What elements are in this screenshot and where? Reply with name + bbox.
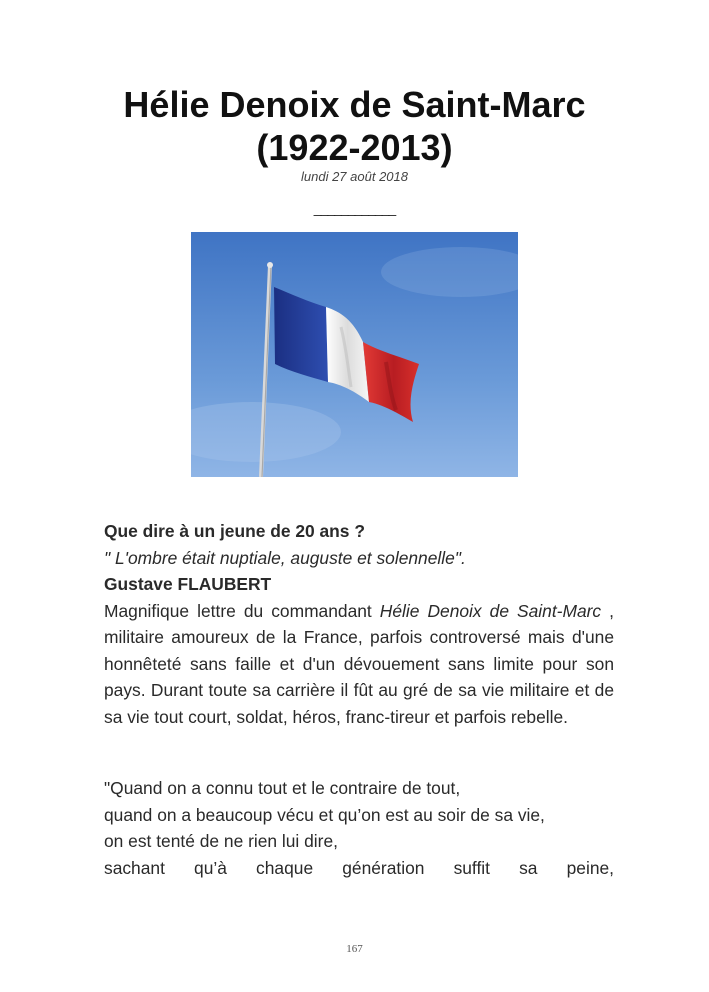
commander-name: Hélie Denoix de Saint-Marc [379, 600, 602, 621]
intro-question: Que dire à un jeune de 20 ans ? [104, 521, 365, 541]
intro-section [104, 518, 614, 730]
intro-paragraph-start: Magnifique lettre du commandant [104, 600, 380, 621]
post-date: lundi 27 août 2018 [301, 169, 408, 184]
page-number: 167 [346, 943, 363, 955]
quote-line-2: quand on a beaucoup vécu et qu’on est au soir de sa vie, [104, 804, 545, 825]
flag-illustration [191, 232, 518, 477]
french-flag-photo [191, 232, 518, 477]
page-title-line2: (1922-2013) [256, 127, 453, 168]
epigraph-author: Gustave FLAUBERT [104, 574, 272, 594]
quote-line-4: sachant qu’à chaque génération suffit sa peine, [104, 857, 614, 878]
quote-line-1: "Quand on a connu tout et le contraire de tout, [104, 778, 461, 798]
intro-epigraph: " L'ombre était nuptiale, auguste et solennelle". [104, 547, 466, 568]
quote-line-3: on est tenté de ne rien lui dire, [104, 831, 338, 851]
intro-paragraph [104, 598, 614, 731]
intro-paragraph-rest: , militaire amoureux de la France, parfois controversé mais d'une honnêteté sans faille et d'un dévouement sans limite pour son pays. Durant toute sa carrière il fût au gré de sa vie militaire et de sa vie tout court, soldat, héros, franc-tireur et parfois rebelle. [104, 600, 614, 727]
page-title-line1: Hélie Denoix de Saint-Marc [123, 84, 586, 125]
quote-section [104, 775, 614, 881]
separator-rule: ____________ [313, 200, 396, 216]
